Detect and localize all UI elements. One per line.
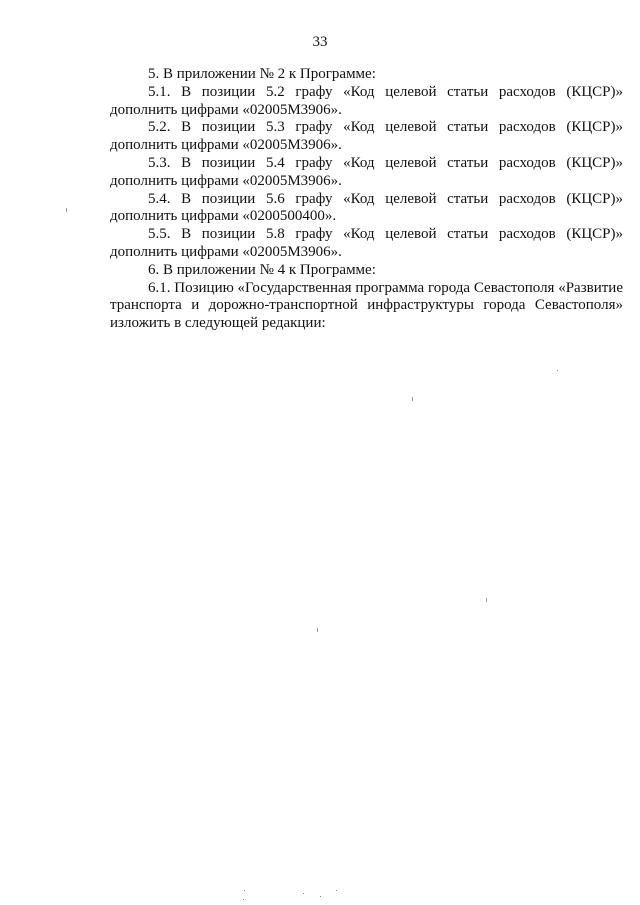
scan-artifact [303, 893, 304, 894]
paragraph-5-1: 5.1. В позиции 5.2 графу «Код целевой статьи расходов (КЦСР)» дополнить цифрами «02005М3906». [110, 83, 623, 118]
scan-artifact [244, 890, 245, 891]
paragraph-5-heading: 5. В приложении № 2 к Программе: [148, 66, 376, 82]
page-number: 33 [312, 34, 328, 50]
scan-artifact [66, 208, 67, 212]
document-body [110, 66, 623, 333]
paragraph-5-4: 5.4. В позиции 5.6 графу «Код целевой статьи расходов (КЦСР)» дополнить цифрами «0200500400». [110, 190, 623, 225]
scan-artifact [336, 890, 337, 891]
paragraph-5-3: 5.3. В позиции 5.4 графу «Код целевой статьи расходов (КЦСР)» дополнить цифрами «02005М3906». [110, 154, 623, 189]
scan-artifact [243, 899, 244, 900]
paragraph-5-2: 5.2. В позиции 5.3 графу «Код целевой статьи расходов (КЦСР)» дополнить цифрами «02005М3906». [110, 119, 623, 154]
scan-artifact [486, 598, 487, 602]
scan-artifact [557, 370, 558, 371]
scan-artifact [412, 397, 413, 401]
paragraph-6-1: 6.1. Позицию «Государственная программа города Севастополя «Развитие транспорта и дорожно-транспортной инфраструктуры города Севастополя» изложить в следующей редакции: [110, 279, 623, 332]
paragraph-5-5: 5.5. В позиции 5.8 графу «Код целевой статьи расходов (КЦСР)» дополнить цифрами «02005М3906». [110, 226, 623, 260]
paragraph-6-heading: 6. В приложении № 4 к Программе: [148, 261, 376, 278]
scan-artifact [317, 628, 318, 632]
scan-artifact [320, 896, 321, 897]
